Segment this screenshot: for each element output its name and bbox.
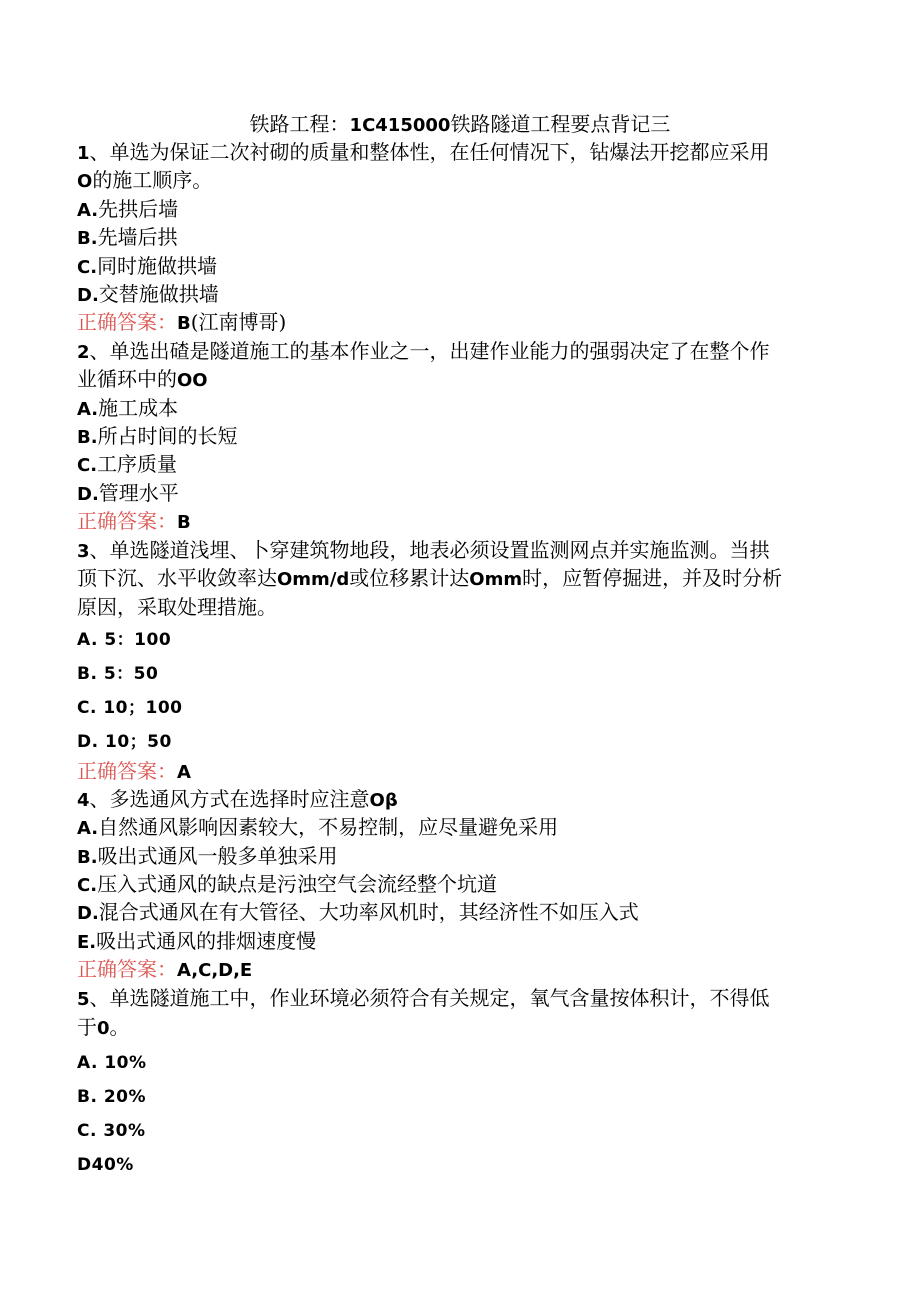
q5-option-b: B. 20% <box>77 1087 147 1107</box>
q3-option-c: C. 10；100 <box>77 698 183 718</box>
q4-option-d-text: 混合式通风在有大管径、大功率风机时，其经济性不如压入式 <box>98 900 639 924</box>
q2-option-c-text: 工序质量 <box>97 452 178 476</box>
q4-option-e-key: E. <box>77 932 97 953</box>
q2-stem-text: 、单选出碴是隧道施工的基本作业之一，出建作业能力的强弱决定了在整个作 <box>89 339 770 363</box>
q4-stem-text: 、多选通风方式在选择时应注意 <box>89 787 370 811</box>
q5-stem-line1 <box>77 985 770 1013</box>
q2-option-c-key: C. <box>77 455 98 476</box>
title-code: 1C415000 <box>349 115 451 136</box>
q2-option-b-key: B. <box>77 427 98 448</box>
q1-answer-label: 正确答案： <box>77 310 177 334</box>
q2-option-d <box>77 480 179 508</box>
title-suffix: 铁路隧道工程要点背记三 <box>450 112 671 136</box>
q1-stem-line2 <box>77 167 212 195</box>
q1-answer-value: B <box>177 313 191 334</box>
q3-option-a: A. 5：100 <box>77 630 172 650</box>
q2-stem-text-2: 业循环中的 <box>77 367 177 391</box>
q2-stem-line1 <box>77 338 770 366</box>
q4-option-a <box>77 814 558 842</box>
q3-stem-line1 <box>77 537 770 565</box>
document-title <box>0 111 920 139</box>
q3-option-b: B. 5：50 <box>77 664 159 684</box>
q2-option-a <box>77 395 178 423</box>
q3-answer <box>77 758 191 786</box>
q2-option-d-text: 管理水平 <box>98 481 179 505</box>
q2-option-d-key: D. <box>77 484 99 505</box>
q2-option-a-text: 施工成本 <box>98 396 179 420</box>
q3-option-d: D. 10；50 <box>77 732 172 752</box>
q1-answer <box>77 309 286 337</box>
q4-option-b <box>77 843 338 871</box>
q1-option-b-key: B. <box>77 228 98 249</box>
q3-answer-value: A <box>177 762 191 783</box>
q5-option-a: A. 10% <box>77 1053 147 1073</box>
q4-option-e <box>77 928 316 956</box>
q3-stem-text-2e: 时，应暂停掘进，并及时分析 <box>522 566 783 590</box>
q5-number: 5 <box>77 989 90 1010</box>
q1-option-c-text: 同时施做拱墙 <box>97 254 218 278</box>
q3-answer-label: 正确答案： <box>77 759 177 783</box>
q4-option-d <box>77 899 639 927</box>
q4-option-e-text: 吸出式通风的排烟速度慢 <box>96 929 317 953</box>
q1-option-a-text: 先拱后墙 <box>98 197 179 221</box>
q2-blank-mark: OO <box>177 370 208 391</box>
q5-option-c: C. 30% <box>77 1121 146 1141</box>
q3-stem-text-3: 原因，采取处理措施。 <box>77 595 277 619</box>
q1-stem-text-2: 的施工顺序。 <box>92 168 213 192</box>
q1-stem-text: 、单选为保证二次衬砌的质量和整体性，在任何情况下，钻爆法开挖都应采用 <box>89 140 770 164</box>
q1-answer-note: (江南博哥) <box>190 310 287 334</box>
q4-answer <box>77 956 252 984</box>
q5-stem-text-2: 于 <box>77 1015 97 1039</box>
q4-option-b-text: 吸出式通风一般多单独采用 <box>97 844 338 868</box>
q1-option-a <box>77 196 178 224</box>
q2-option-a-key: A. <box>77 399 99 420</box>
q1-option-d <box>77 281 219 309</box>
q2-answer-label: 正确答案： <box>77 509 177 533</box>
q3-stem-line3 <box>77 594 277 620</box>
q3-rate-value: Omm/d <box>277 569 350 590</box>
q1-option-b-text: 先墙后拱 <box>97 225 178 249</box>
q4-option-c <box>77 871 497 899</box>
q5-blank-mark: 0 <box>97 1018 110 1039</box>
q4-answer-label: 正确答案： <box>77 957 177 981</box>
q3-stem-line2 <box>77 565 782 593</box>
q4-option-a-text: 自然通风影响因素较大，不易控制，应尽量避免采用 <box>98 815 559 839</box>
q4-answer-value: A,C,D,E <box>177 960 253 981</box>
q4-option-c-text: 压入式通风的缺点是污浊空气会流经整个坑道 <box>97 872 498 896</box>
q2-answer-value: B <box>177 512 191 533</box>
q3-stem-text-2c: 或位移累计达 <box>349 566 470 590</box>
q4-option-d-key: D. <box>77 903 99 924</box>
q1-stem-line1 <box>77 139 770 167</box>
q1-option-b <box>77 224 178 252</box>
q4-stem-line1 <box>77 786 398 814</box>
q4-number: 4 <box>77 790 90 811</box>
q1-option-c <box>77 253 217 281</box>
q3-stem-text-2a: 顶下沉、水平收敛率达 <box>77 566 277 590</box>
q2-answer <box>77 508 191 536</box>
q2-option-b <box>77 423 238 451</box>
title-prefix: 铁路工程： <box>249 112 350 136</box>
q1-number: 1 <box>77 143 90 164</box>
q4-option-a-key: A. <box>77 818 99 839</box>
q2-option-b-text: 所占时间的长短 <box>97 424 238 448</box>
q1-option-c-key: C. <box>77 257 98 278</box>
q2-option-c <box>77 451 177 479</box>
q4-blank-mark: Oβ <box>369 790 398 811</box>
q5-option-d: D40% <box>77 1155 134 1175</box>
q2-stem-line2 <box>77 366 208 394</box>
q2-number: 2 <box>77 342 90 363</box>
q1-option-d-text: 交替施做拱墙 <box>98 282 219 306</box>
q1-blank-mark: O <box>77 171 93 192</box>
q3-stem-text: 、单选隧道浅埋、卜穿建筑物地段，地表必须设置监测网点并实施监测。当拱 <box>89 538 770 562</box>
q1-option-a-key: A. <box>77 200 99 221</box>
q5-stem-line2 <box>77 1014 130 1042</box>
q3-displacement-value: Omm <box>469 569 523 590</box>
q5-stem-end: 。 <box>109 1015 130 1039</box>
q1-option-d-key: D. <box>77 285 99 306</box>
q4-option-c-key: C. <box>77 875 98 896</box>
q4-option-b-key: B. <box>77 847 98 868</box>
q3-number: 3 <box>77 541 90 562</box>
q5-stem-text: 、单选隧道施工中，作业环境必须符合有关规定，氧气含量按体积计，不得低 <box>89 986 770 1010</box>
